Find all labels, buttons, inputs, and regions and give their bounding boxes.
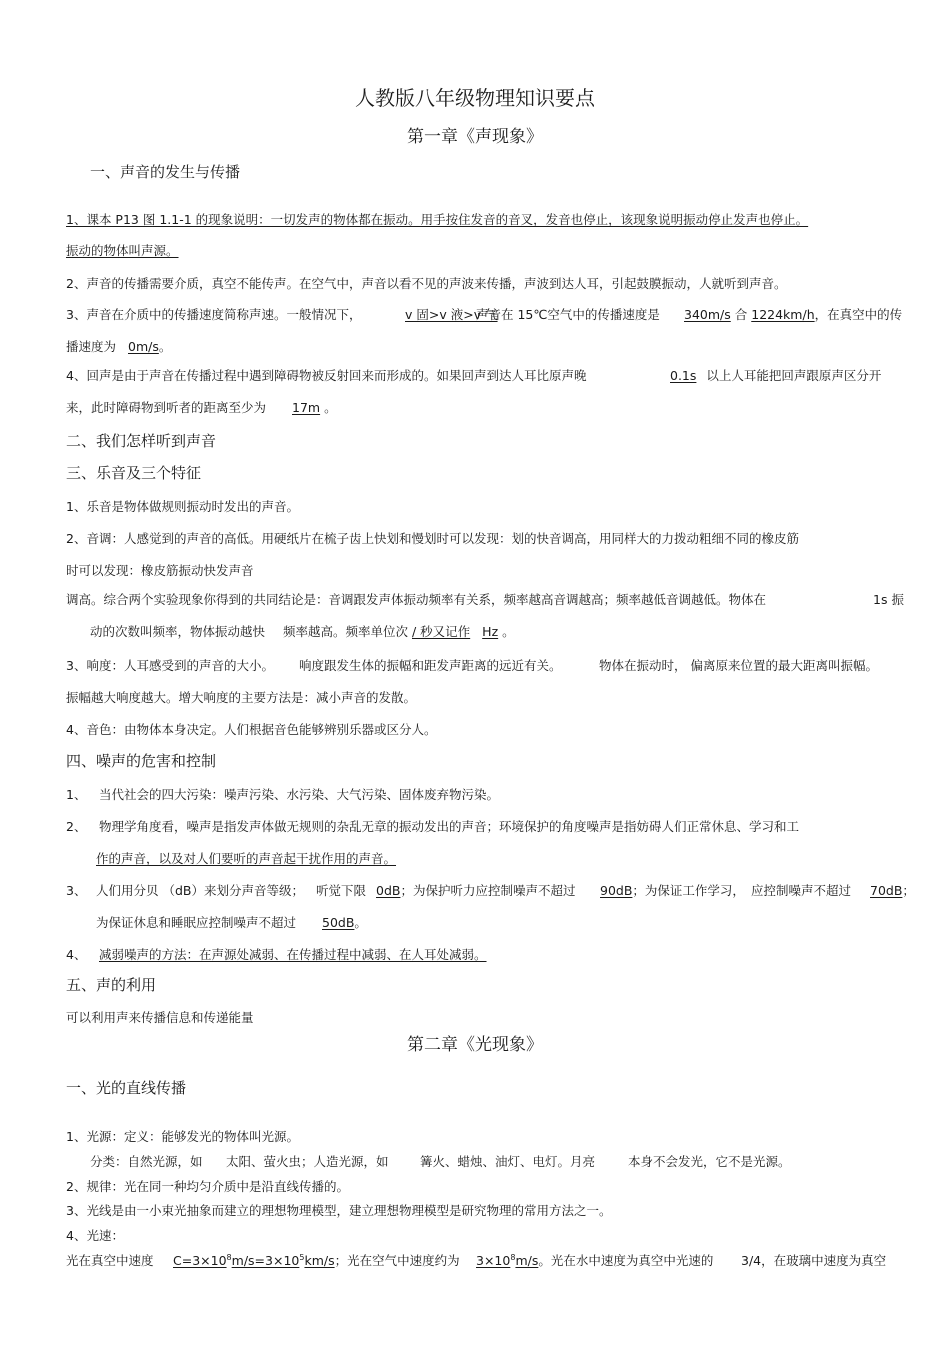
paragraph [420, 1152, 595, 1170]
section-heading: 三、乐音及三个特征 [66, 464, 202, 482]
text-run: 4、光速： [66, 1228, 124, 1243]
paragraph [66, 241, 179, 259]
paragraph [66, 1177, 349, 1195]
paragraph [66, 1226, 124, 1244]
text-run: 1、 [66, 787, 87, 802]
text-run: 频率越高。频率单位次 [283, 624, 409, 639]
text-run: 振动的物体叫声源。 [66, 243, 179, 258]
paragraph [751, 881, 851, 899]
text-run: 本身不会发光，它不是光源。 [628, 1154, 791, 1169]
paragraph [99, 945, 487, 963]
text-run: 物体在振动时， 偏离原来位置的最大距离叫振幅。 [599, 658, 878, 673]
answer [873, 590, 904, 608]
superscript: 5 [299, 1252, 305, 1262]
text-run: 1、课本 P13 图 1.1-1 的现象说明：一切发声的物体都在振动。用手按住发音的音叉，发音也停止，该现象说明振动停止发声也停止。 [66, 212, 809, 227]
text-run: km/s [304, 1253, 335, 1268]
paragraph [66, 337, 171, 355]
paragraph [99, 785, 499, 803]
text-run: 1224km/h [751, 307, 815, 322]
paragraph [96, 913, 367, 931]
text-run: 3、 [66, 883, 87, 898]
text-run: 17m [292, 400, 321, 415]
text-run: 篝火、蜡烛、油灯、电灯。月亮 [420, 1154, 596, 1169]
paragraph [66, 785, 86, 803]
text-run: 听觉下限 [316, 883, 367, 898]
paragraph [476, 305, 660, 323]
paragraph [66, 1008, 254, 1026]
text-run: 。 [324, 400, 337, 415]
text-run: C=3×10 [173, 1253, 227, 1268]
text-run: 调高。综合两个实验现象你得到的共同结论是：音调跟发声体振动频率有关系，频率越高音调越高；频率越低音调越低。物体在 [66, 592, 767, 607]
paragraph [628, 1152, 791, 1170]
section-heading: 五、声的利用 [66, 976, 157, 994]
section-heading: 二、我们怎样听到声音 [66, 432, 217, 450]
text-run: 合 [734, 307, 748, 322]
paragraph [96, 881, 304, 899]
text-run: 动的次数叫频率，物体振动越快 [90, 624, 266, 639]
text-run: 340m/s [684, 307, 731, 322]
text-run: 3/4 [741, 1253, 762, 1268]
text-run: v 固>v 液>v 气 [405, 307, 498, 322]
section-heading: 四、噪声的危害和控制 [66, 752, 217, 770]
paragraph [90, 622, 515, 640]
section-heading: 一、声音的发生与传播 [90, 163, 241, 181]
paragraph [66, 1127, 299, 1145]
formula [173, 1251, 460, 1269]
text-run: 以上人耳能把回声跟原声区分开 [706, 368, 882, 383]
text-run: 70dB [870, 883, 903, 898]
paragraph [66, 210, 808, 228]
text-run: 0.1s [670, 368, 697, 383]
paragraph [99, 817, 799, 835]
paragraph [66, 590, 766, 608]
paragraph [599, 656, 878, 674]
text-run: 4、 [66, 947, 87, 962]
text-run: 太阳、萤火虫；人造光源，如 [226, 1154, 389, 1169]
text-run: 3、响度：人耳感受到的声音的大小。 [66, 658, 274, 673]
text-run: 来，此时障碍物到听者的距离至少为 [66, 400, 267, 415]
text-run: 2、音调：人感觉到的声音的高低。用硬纸片在梳子齿上快划和慢划时可以发现：划的快音调高，用同样大的力拨动粗细不同的橡皮筋 [66, 531, 799, 546]
paragraph [66, 1201, 611, 1219]
text-run: m/s [515, 1253, 539, 1268]
text-run: 3×10 [476, 1253, 511, 1268]
text-run: 50dB [322, 915, 355, 930]
text-run: 当代社会的四大污染：噪声污染、水污染、大气污染、固体废弃物污染。 [99, 787, 500, 802]
paragraph [66, 881, 86, 899]
text-run: 3、声音在介质中的传播速度简称声速。一般情况下， [66, 307, 362, 322]
text-run: 声音在 15℃空气中的传播速度是 [476, 307, 660, 322]
paragraph [299, 656, 562, 674]
text-run: 1s 振 [873, 592, 904, 607]
document-title: 人教版八年级物理知识要点 [355, 86, 595, 110]
text-run: 光在真空中速度 [66, 1253, 154, 1268]
paragraph [66, 688, 416, 706]
paragraph [226, 1152, 389, 1170]
paragraph [66, 656, 274, 674]
answer [870, 881, 915, 899]
text-run: 时可以发现：橡皮筋振动快发声音 [66, 563, 254, 578]
text-run: / 秒又记作 [412, 624, 471, 639]
superscript: 8 [226, 1252, 232, 1262]
text-run: 。 [502, 624, 515, 639]
text-run: 作的声音，以及对人们要听的声音起干扰作用的声音。 [96, 851, 397, 866]
paragraph [66, 398, 337, 416]
text-run: 物理学角度看，噪声是指发声体做无规则的杂乱无章的振动发出的声音；环境保护的角度噪声是指妨碍人们正常休息、学习和工 [99, 819, 800, 834]
paragraph [66, 366, 586, 384]
paragraph [316, 881, 575, 899]
paragraph [96, 849, 396, 867]
text-run: 可以利用声来传播信息和传递能量 [66, 1010, 254, 1025]
section-heading: 一、光的直线传播 [66, 1079, 187, 1097]
text-run: ；为保护听力应控制噪声不超过 [400, 883, 576, 898]
text-run: 应控制噪声不超过 [751, 883, 852, 898]
paragraph [66, 497, 299, 515]
text-run: 2、 [66, 819, 87, 834]
paragraph [66, 529, 799, 547]
text-run: 4、音色：由物体本身决定。人们根据音色能够辨别乐器或区分人。 [66, 722, 437, 737]
text-run: 2、规律：光在同一种均匀介质中是沿直线传播的。 [66, 1179, 349, 1194]
paragraph [66, 817, 86, 835]
text-run: ； [902, 883, 915, 898]
text-run: ，在玻璃中速度为真空 [761, 1253, 887, 1268]
text-run: 播速度为 [66, 339, 117, 354]
text-run: 响度跟发生体的振幅和距发声距离的远近有关。 [299, 658, 562, 673]
paragraph [90, 1152, 203, 1170]
text-run: ；为保证工作学习， [632, 883, 745, 898]
text-run: 1、乐音是物体做规则振动时发出的声音。 [66, 499, 299, 514]
text-run: 振幅越大响度越大。增大响度的主要方法是：减小声音的发散。 [66, 690, 417, 705]
paragraph [66, 305, 361, 323]
answer [684, 305, 902, 323]
text-run: 1、光源：定义：能够发光的物体叫光源。 [66, 1129, 299, 1144]
text-run: 。光在水中速度为真空中光速的 [538, 1253, 714, 1268]
superscript: 8 [510, 1252, 516, 1262]
formula [476, 1251, 713, 1269]
paragraph [66, 945, 86, 963]
text-run: ，在真空中的传 [814, 307, 903, 322]
paragraph [66, 1251, 154, 1269]
paragraph [66, 274, 786, 292]
text-run: 4、回声是由于声音在传播过程中遇到障碍物被反射回来而形成的。如果回声到达人耳比原声晚 [66, 368, 587, 383]
text-run: 90dB [600, 883, 633, 898]
chapter-2-title: 第二章《光现象》 [407, 1035, 543, 1055]
paragraph [741, 1251, 886, 1269]
text-run: 0m/s [128, 339, 159, 354]
paragraph [66, 561, 254, 579]
text-run: 2、声音的传播需要介质，真空不能传声。在空气中，声音以看不见的声波来传播，声波到达人耳，引起鼓膜振动，人就听到声音。 [66, 276, 787, 291]
paragraph [66, 720, 436, 738]
text-run: Hz [482, 624, 499, 639]
text-run: m/s=3×10 [231, 1253, 300, 1268]
text-run: 分类：自然光源，如 [90, 1154, 203, 1169]
text-run: 减弱噪声的方法：在声源处减弱、在传播过程中减弱、在人耳处减弱。 [99, 947, 487, 962]
chapter-1-title: 第一章《声现象》 [407, 127, 543, 147]
text-run: ；光在空气中速度约为 [334, 1253, 460, 1268]
text-run: 0dB [376, 883, 401, 898]
text-run: 3、光线是由一小束光抽象而建立的理想物理模型，建立理想物理模型是研究物理的常用方法之一。 [66, 1203, 612, 1218]
text-run: 。 [354, 915, 367, 930]
text-run: 人们用分贝 （dB）来划分声音等级； [96, 883, 304, 898]
text-run: 为保证休息和睡眠应控制噪声不超过 [96, 915, 297, 930]
answer [670, 366, 881, 384]
paragraph [600, 881, 745, 899]
text-run: 。 [158, 339, 172, 354]
